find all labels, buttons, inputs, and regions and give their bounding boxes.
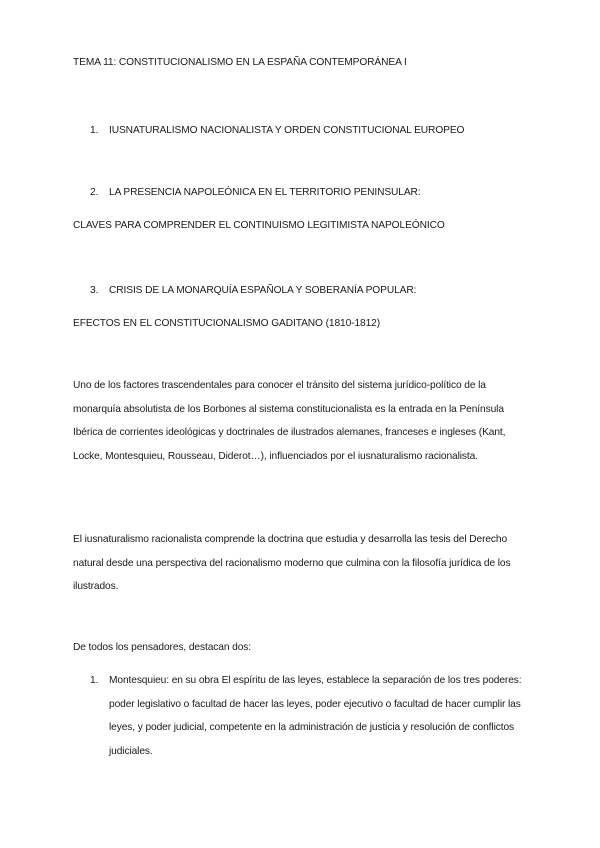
section-number: 2. [90, 187, 99, 198]
section-heading: LA PRESENCIA NAPOLEÓNICA EN EL TERRITORIO PENINSULAR: [109, 187, 421, 198]
section-number: 3. [90, 285, 99, 296]
document-title: TEMA 11: CONSTITUCIONALISMO EN LA ESPAÑA CONTEMPORÁNEA I [73, 57, 407, 68]
list-number: 1. [90, 675, 99, 686]
section-number: 1. [90, 125, 99, 136]
section-heading: IUSNATURALISMO NACIONALISTA Y ORDEN CONSTITUCIONAL EUROPEO [109, 125, 465, 136]
section-subheading: EFECTOS EN EL CONSTITUCIONALISMO GADITANO (1810-1812) [73, 318, 380, 329]
body-paragraph: De todos los pensadores, destacan dos: [73, 642, 251, 653]
section-subheading: CLAVES PARA COMPRENDER EL CONTINUISMO LEGITIMISTA NAPOLEÓNICO [73, 220, 445, 231]
body-paragraph: El iusnaturalismo racionalista comprende la doctrina que estudia y desarrolla las tesis del Derecho natural desde una perspectiva del racionalismo moderno que culmina con la filosofía jurídica de los ilustrados. [73, 534, 511, 592]
section-heading: CRISIS DE LA MONARQUÍA ESPAÑOLA Y SOBERANÍA POPULAR: [109, 285, 417, 296]
body-paragraph: Uno de los factores trascendentales para conocer el tránsito del sistema jurídico-político de la monarquía absolutista de los Borbones al sistema constitucionalista es la entrada en la Península Ibérica de corrientes ideológicas y doctrinales de ilustrados alemanes, franceses e ingleses (Kant, Locke, Montesquieu, Rousseau, Diderot…), influenciados por el iusnaturalismo racionalista. [73, 380, 506, 462]
list-item-text: Montesquieu: en su obra El espíritu de las leyes, establece la separación de los tres poderes: poder legislativo o facultad de hacer las leyes, poder ejecutivo o facultad de hacer cumplir las leyes, y poder judicial, competente en la administración de justicia y resolución de conflictos judiciales. [109, 675, 522, 757]
